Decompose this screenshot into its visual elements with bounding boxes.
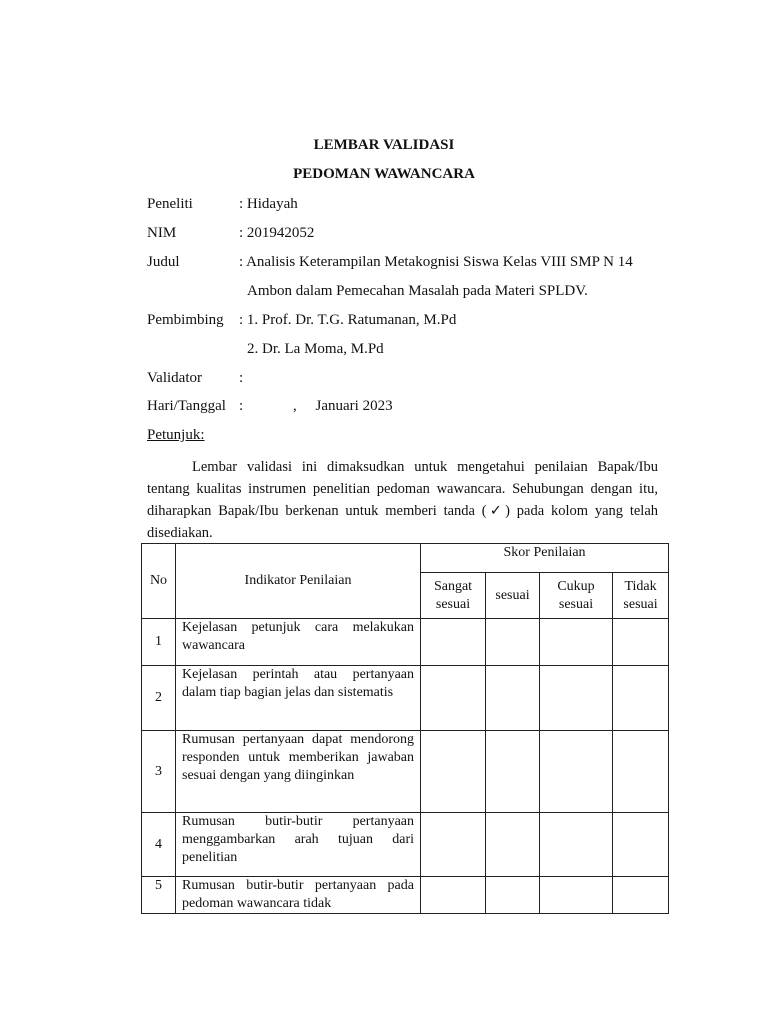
nim-label: NIM bbox=[147, 225, 177, 241]
row-indicator-text: Rumusan butir-butir pertanyaan pada pedoman wawancara tidak bbox=[182, 878, 414, 911]
score-cell-sesuai[interactable] bbox=[486, 619, 540, 666]
row-number: 3 bbox=[142, 731, 176, 813]
peneliti-label: Peneliti bbox=[147, 196, 193, 212]
table-row bbox=[142, 813, 669, 877]
header-tidak-sesuai: Tidak sesuai bbox=[613, 573, 669, 619]
score-cell-cukup-sesuai[interactable] bbox=[540, 619, 613, 666]
score-cell-tidak-sesuai[interactable] bbox=[613, 619, 669, 666]
row-indicator bbox=[176, 619, 421, 666]
score-cell-cukup-sesuai[interactable] bbox=[540, 877, 613, 914]
table-header-row bbox=[142, 544, 669, 573]
header-sesuai: sesuai bbox=[486, 573, 540, 619]
header-skor: Skor Penilaian bbox=[421, 544, 669, 573]
table-row bbox=[142, 877, 669, 914]
header-sangat-sesuai: Sangat sesuai bbox=[421, 573, 486, 619]
score-cell-cukup-sesuai[interactable] bbox=[540, 731, 613, 813]
row-indicator bbox=[176, 813, 421, 877]
validation-table bbox=[141, 543, 669, 914]
score-cell-sangat-sesuai[interactable] bbox=[421, 731, 486, 813]
row-indicator-text: Kejelasan perintah atau pertanyaan dalam tiap bagian jelas dan sistematis bbox=[182, 667, 414, 700]
tanggal-label: Hari/Tanggal bbox=[147, 398, 226, 414]
score-cell-cukup-sesuai[interactable] bbox=[540, 813, 613, 877]
row-indicator-text: Rumusan pertanyaan dapat mendorong responden untuk memberikan jawaban sesuai dengan yang diinginkan bbox=[182, 732, 414, 783]
score-cell-sesuai[interactable] bbox=[486, 666, 540, 731]
table-row bbox=[142, 731, 669, 813]
peneliti-value: : Hidayah bbox=[239, 196, 298, 212]
row-number: 2 bbox=[142, 666, 176, 731]
score-cell-sangat-sesuai[interactable] bbox=[421, 813, 486, 877]
header-cukup-sesuai: Cukup sesuai bbox=[540, 573, 613, 619]
header-indikator: Indikator Penilaian bbox=[176, 544, 421, 619]
score-cell-cukup-sesuai[interactable] bbox=[540, 666, 613, 731]
petunjuk-paragraph: Lembar validasi ini dimaksudkan untuk mengetahui penilaian Bapak/Ibu tentang kualitas instrumen penelitian pedoman wawancara. Sehubungan dengan itu, diharapkan Bapak/Ibu berkenan untuk memberi tanda (✓) pada kolom yang telah disediakan. bbox=[147, 459, 658, 541]
judul-value-line2: Ambon dalam Pemecahan Masalah pada Materi SPLDV. bbox=[247, 283, 588, 299]
table-row bbox=[142, 619, 669, 666]
petunjuk-label: Petunjuk: bbox=[147, 427, 205, 443]
score-cell-sesuai[interactable] bbox=[486, 877, 540, 914]
validator-value: : bbox=[239, 370, 244, 386]
tanggal-colon: : bbox=[239, 398, 244, 414]
row-indicator bbox=[176, 731, 421, 813]
score-cell-sangat-sesuai[interactable] bbox=[421, 877, 486, 914]
row-indicator bbox=[176, 877, 421, 914]
judul-value-line1: : Analisis Keterampilan Metakognisi Siswa Kelas VIII SMP N 14 bbox=[239, 254, 633, 270]
document-title: LEMBAR VALIDASI bbox=[313, 137, 455, 153]
pembimbing-1: : 1. Prof. Dr. T.G. Ratumanan, M.Pd bbox=[239, 312, 457, 328]
pembimbing-2: 2. Dr. La Moma, M.Pd bbox=[247, 341, 384, 357]
score-cell-tidak-sesuai[interactable] bbox=[613, 666, 669, 731]
header-no: No bbox=[142, 544, 176, 619]
row-number: 1 bbox=[142, 619, 176, 666]
judul-label: Judul bbox=[147, 254, 180, 270]
score-cell-sangat-sesuai[interactable] bbox=[421, 666, 486, 731]
score-cell-tidak-sesuai[interactable] bbox=[613, 731, 669, 813]
score-cell-sesuai[interactable] bbox=[486, 813, 540, 877]
score-cell-sangat-sesuai[interactable] bbox=[421, 619, 486, 666]
row-number: 5 bbox=[142, 877, 176, 914]
row-indicator-text: Kejelasan petunjuk cara melakukan wawancara bbox=[182, 620, 414, 653]
table-row bbox=[142, 666, 669, 731]
score-cell-sesuai[interactable] bbox=[486, 731, 540, 813]
row-indicator-text: Rumusan butir-butir pertanyaan menggambarkan arah tujuan dari penelitian bbox=[182, 814, 414, 865]
pembimbing-label: Pembimbing bbox=[147, 312, 224, 328]
tanggal-value: , Januari 2023 bbox=[293, 398, 393, 414]
row-number: 4 bbox=[142, 813, 176, 877]
validator-label: Validator bbox=[147, 370, 202, 386]
document-subtitle: PEDOMAN WAWANCARA bbox=[293, 166, 475, 182]
score-cell-tidak-sesuai[interactable] bbox=[613, 813, 669, 877]
row-indicator bbox=[176, 666, 421, 731]
nim-value: : 201942052 bbox=[239, 225, 315, 241]
score-cell-tidak-sesuai[interactable] bbox=[613, 877, 669, 914]
